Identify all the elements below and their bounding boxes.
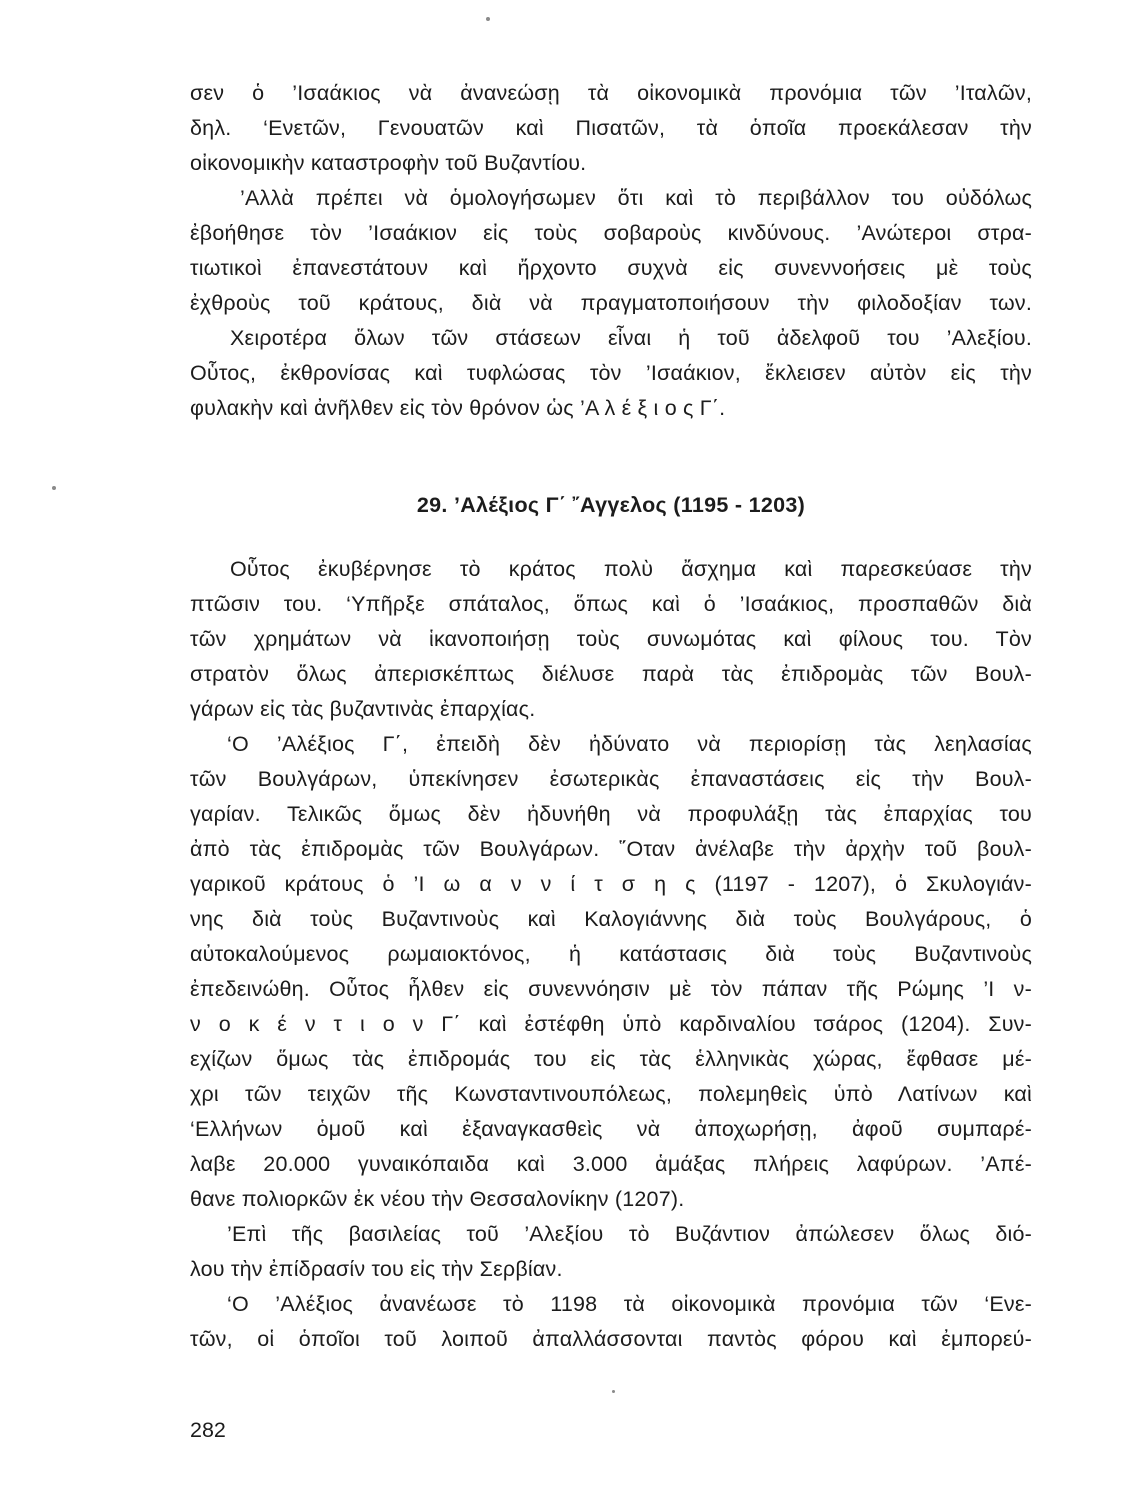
text-line: νης διὰ τοὺς Βυζαντινοὺς καὶ Καλογιάννης διὰ τοὺς Βουλγάρους, ὁ	[190, 907, 1032, 931]
text-line: δηλ. ‘Ενετῶν, Γενουατῶν καὶ Πισατῶν, τὰ ὁποῖα προεκάλεσαν τὴν	[190, 116, 1032, 140]
text-line: ‘Ο ’Αλέξιος Γ΄, ἐπειδὴ δὲν ἠδύνατο νὰ περιορίσῃ τὰς λεηλασίας	[227, 732, 1032, 756]
text-line: γαρίαν. Τελικῶς ὅμως δὲν ἠδυνήθη νὰ προφυλάξῃ τὰς ἐπαρχίας του	[190, 802, 1032, 826]
print-speck	[486, 17, 490, 21]
text-line: αὐτοκαλούμενος ρωμαιοκτόνος, ἡ κατάστασις διὰ τοὺς Βυζαντινοὺς	[190, 942, 1032, 966]
text-line: σεν ὁ ’Ισαάκιος νὰ ἀνανεώσῃ τὰ οἰκονομικὰ προνόμια τῶν ’Ιταλῶν,	[190, 81, 1032, 105]
text-line: ἀπὸ τὰς ἐπιδρομὰς τῶν Βουλγάρων. ῞Οταν ἀνέλαβε τὴν ἀρχὴν τοῦ βουλ-	[190, 837, 1032, 861]
text-line: λου τὴν ἐπίδρασίν του εἰς τὴν Σερβίαν.	[190, 1257, 563, 1281]
paragraph-block-top	[190, 76, 1032, 426]
text-line: Οὗτος ἐκυβέρνησε τὸ κράτος πολὺ ἄσχημα καὶ παρεσκεύασε τὴν	[230, 557, 1032, 581]
text-line: ’Επὶ τῆς βασιλείας τοῦ ’Αλεξίου τὸ Βυζάντιον ἀπώλεσεν ὅλως διό-	[227, 1222, 1032, 1246]
text-line: τῶν, οἱ ὁποῖοι τοῦ λοιποῦ ἀπαλλάσσονται παντὸς φόρου καὶ ἐμπορεύ-	[190, 1327, 1032, 1351]
text-line: οἰκονομικὴν καταστροφὴν τοῦ Βυζαντίου.	[190, 151, 587, 175]
text-line: εχίζων ὅμως τὰς ἐπιδρομάς του εἰς τὰς ἑλληνικὰς χώρας, ἔφθασε μέ-	[190, 1047, 1032, 1071]
text-line: ‘Ελλήνων ὁμοῦ καὶ ἐξαναγκασθεὶς νὰ ἀποχωρήσῃ, ἀφοῦ συμπαρέ-	[190, 1117, 1032, 1141]
paragraph-block-main	[190, 552, 1032, 1357]
text-line: γαρικοῦ κράτους ὁ ’Ι ω α ν ν ί τ σ η ς (1197 - 1207), ὁ Σκυλογιάν-	[190, 872, 1032, 896]
text-line: ἐβοήθησε τὸν ’Ισαάκιον εἰς τοὺς σοβαροὺς κινδύνους. ’Ανώτεροι στρα-	[190, 221, 1032, 245]
text-line: γάρων εἰς τὰς βυζαντινὰς ἐπαρχίας.	[190, 697, 536, 721]
text-line: πτῶσιν του. ‘Υπῆρξε σπάταλος, ὅπως καὶ ὁ ’Ισαάκιος, προσπαθῶν διὰ	[190, 592, 1032, 616]
text-line: φυλακὴν καὶ ἀνῆλθεν εἰς τὸν θρόνον ὡς ’Α λ έ ξ ι ο ς Γ΄.	[190, 396, 726, 420]
text-line: τιωτικοὶ ἐπανεστάτουν καὶ ἤρχοντο συχνὰ εἰς συνεννοήσεις μὲ τοὺς	[190, 256, 1032, 280]
text-line: λαβε 20.000 γυναικόπαιδα καὶ 3.000 ἁμάξας πλήρεις λαφύρων. ’Απέ-	[190, 1152, 1032, 1176]
text-line: τῶν χρημάτων νὰ ἱκανοποιήσῃ τοὺς συνωμότας καὶ φίλους του. Τὸν	[190, 627, 1032, 651]
page-number: 282	[190, 1418, 226, 1442]
text-line: ’Αλλὰ πρέπει νὰ ὁμολογήσωμεν ὅτι καὶ τὸ περιβάλλον του οὐδόλως	[240, 186, 1032, 210]
section-heading: 29. ’Αλέξιος Γ΄ ῎Αγγελος (1195 - 1203)	[416, 493, 806, 517]
text-line: τῶν Βουλγάρων, ὑπεκίνησεν ἐσωτερικὰς ἐπαναστάσεις εἰς τὴν Βουλ-	[190, 767, 1032, 791]
print-speck	[612, 1390, 615, 1393]
text-line: χρι τῶν τειχῶν τῆς Κωνσταντινουπόλεως, πολεμηθεὶς ὑπὸ Λατίνων καὶ	[190, 1082, 1032, 1106]
print-speck	[52, 486, 56, 490]
text-line: Χειροτέρα ὅλων τῶν στάσεων εἶναι ἡ τοῦ ἀδελφοῦ του ’Αλεξίου.	[230, 326, 1032, 350]
text-line: στρατὸν ὅλως ἀπερισκέπτως διέλυσε παρὰ τὰς ἐπιδρομὰς τῶν Βουλ-	[190, 662, 1032, 686]
text-line: Οὗτος, ἐκθρονίσας καὶ τυφλώσας τὸν ’Ισαάκιον, ἔκλεισεν αὐτὸν εἰς τὴν	[190, 361, 1032, 385]
text-line: ‘Ο ’Αλέξιος ἀνανέωσε τὸ 1198 τὰ οἰκονομικὰ προνόμια τῶν ‘Ενε-	[227, 1292, 1032, 1316]
text-line: θανε πολιορκῶν ἐκ νέου τὴν Θεσσαλονίκην (1207).	[190, 1187, 685, 1211]
text-line: ἐπεδεινώθη. Οὗτος ἦλθεν εἰς συνεννόησιν μὲ τὸν πάπαν τῆς Ρώμης ’Ι ν-	[190, 977, 1032, 1001]
text-line: ἐχθροὺς τοῦ κράτους, διὰ νὰ πραγματοποιήσουν τὴν φιλοδοξίαν των.	[190, 291, 1032, 315]
text-line: ν ο κ έ ν τ ι ο ν Γ΄ καὶ ἐστέφθη ὑπὸ καρδιναλίου τσάρος (1204). Συν-	[190, 1012, 1032, 1036]
